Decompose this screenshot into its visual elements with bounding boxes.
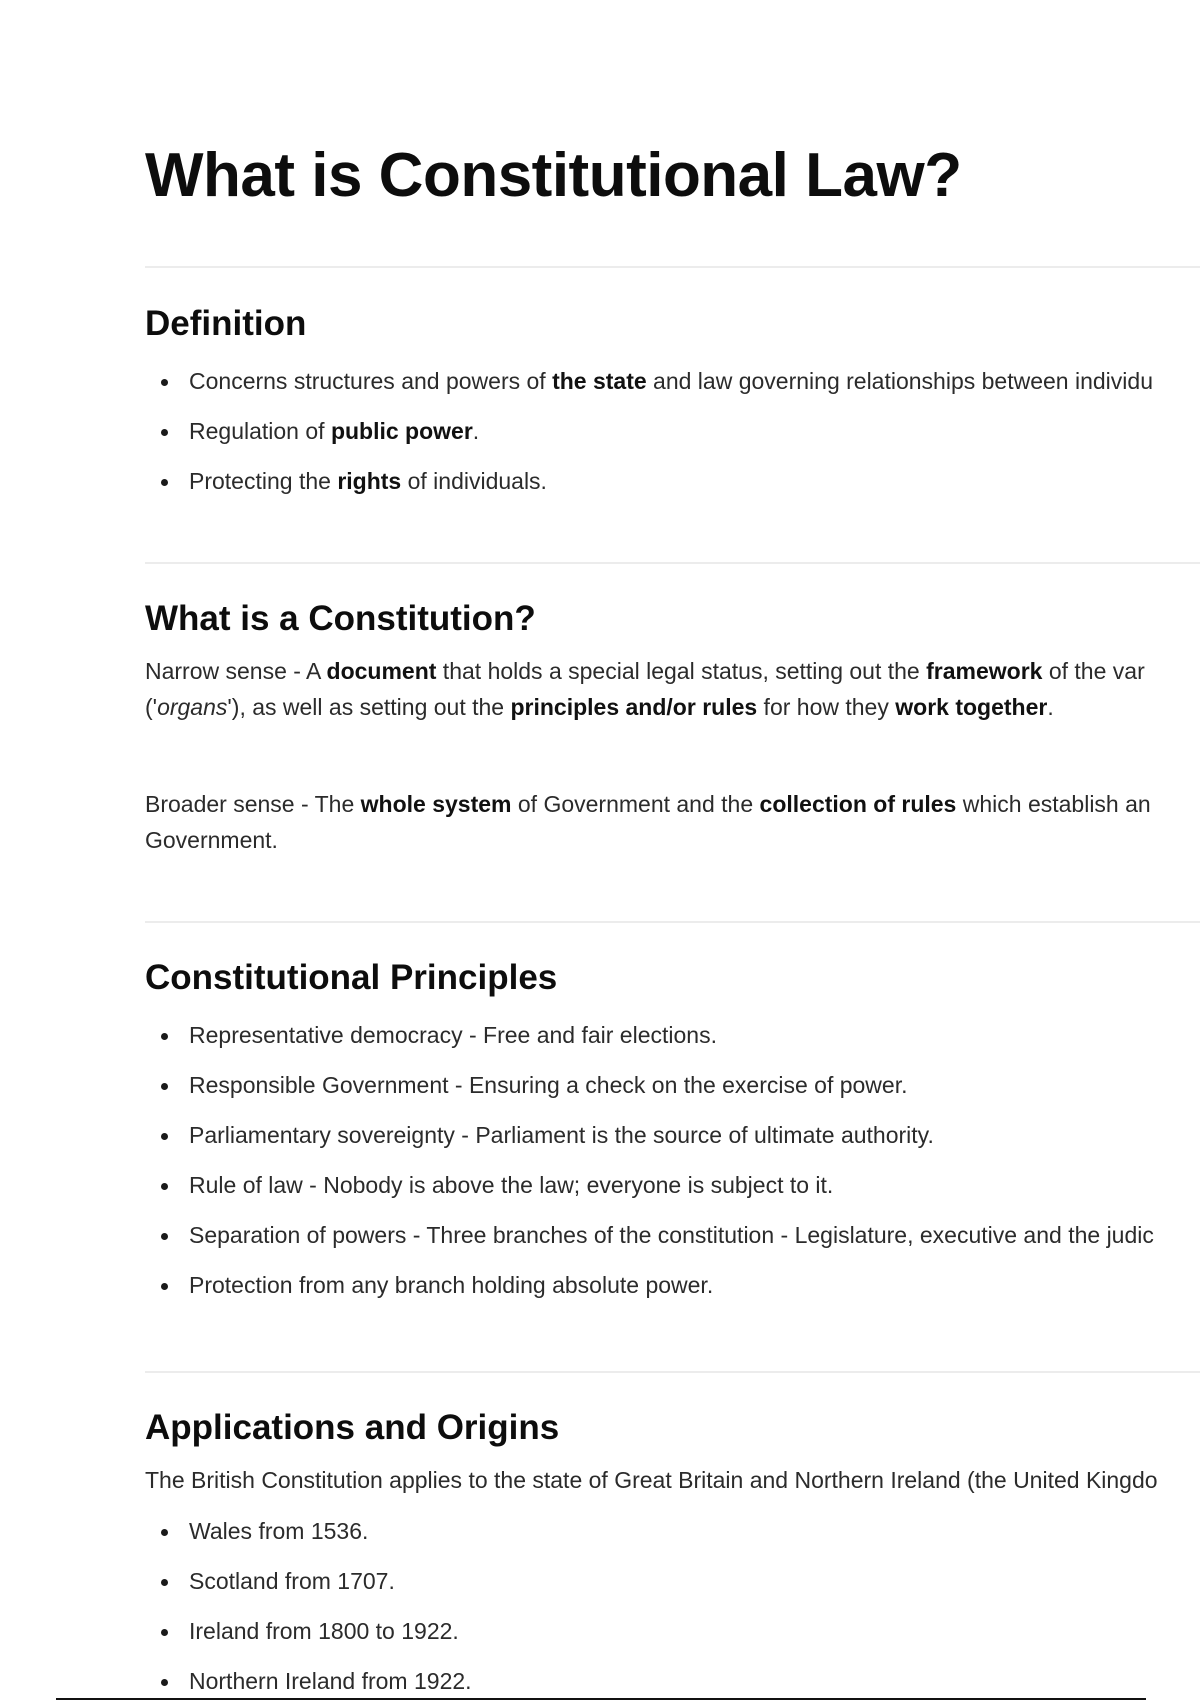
section-heading-definition: Definition xyxy=(145,304,307,343)
divider xyxy=(145,1371,1200,1373)
list-item: Protection from any branch holding absolute power. xyxy=(145,1270,1154,1300)
list-item: Protecting the rights of individuals. xyxy=(145,466,1153,496)
list-item: Scotland from 1707. xyxy=(145,1566,472,1596)
list-item: Regulation of public power. xyxy=(145,416,1153,446)
section-heading-constitution: What is a Constitution? xyxy=(145,599,536,638)
list-item: Ireland from 1800 to 1922. xyxy=(145,1616,472,1646)
divider xyxy=(145,921,1200,923)
definition-list xyxy=(145,366,1153,516)
page-title: What is Constitutional Law? xyxy=(145,141,962,210)
list-item: Representative democracy - Free and fair elections. xyxy=(145,1020,1154,1050)
list-item: Concerns structures and powers of the state and law governing relationships between individu xyxy=(145,366,1153,396)
applications-list xyxy=(145,1516,472,1700)
section-heading-applications: Applications and Origins xyxy=(145,1408,560,1447)
applications-intro: The British Constitution applies to the state of Great Britain and Northern Ireland (the United Kingdo xyxy=(145,1467,1158,1493)
document-body xyxy=(145,0,1200,1700)
list-item: Separation of powers - Three branches of the constitution - Legislature, executive and the judic xyxy=(145,1220,1154,1250)
broader-sense-paragraph: Broader sense - The whole system of Government and the collection of rules which establish an Government. xyxy=(145,791,1151,853)
section-heading-principles: Constitutional Principles xyxy=(145,958,558,997)
list-item: Rule of law - Nobody is above the law; everyone is subject to it. xyxy=(145,1170,1154,1200)
list-item: Parliamentary sovereignty - Parliament is the source of ultimate authority. xyxy=(145,1120,1154,1150)
divider xyxy=(145,562,1200,564)
list-item: Responsible Government - Ensuring a check on the exercise of power. xyxy=(145,1070,1154,1100)
list-item: Wales from 1536. xyxy=(145,1516,472,1546)
narrow-sense-paragraph: Narrow sense - A document that holds a special legal status, setting out the framework of the var ('organs'), as well as setting out the principles and/or rules for how they work together. xyxy=(145,658,1145,720)
principles-list xyxy=(145,1020,1154,1320)
list-item: Northern Ireland from 1922. xyxy=(145,1666,472,1696)
divider xyxy=(145,266,1200,268)
